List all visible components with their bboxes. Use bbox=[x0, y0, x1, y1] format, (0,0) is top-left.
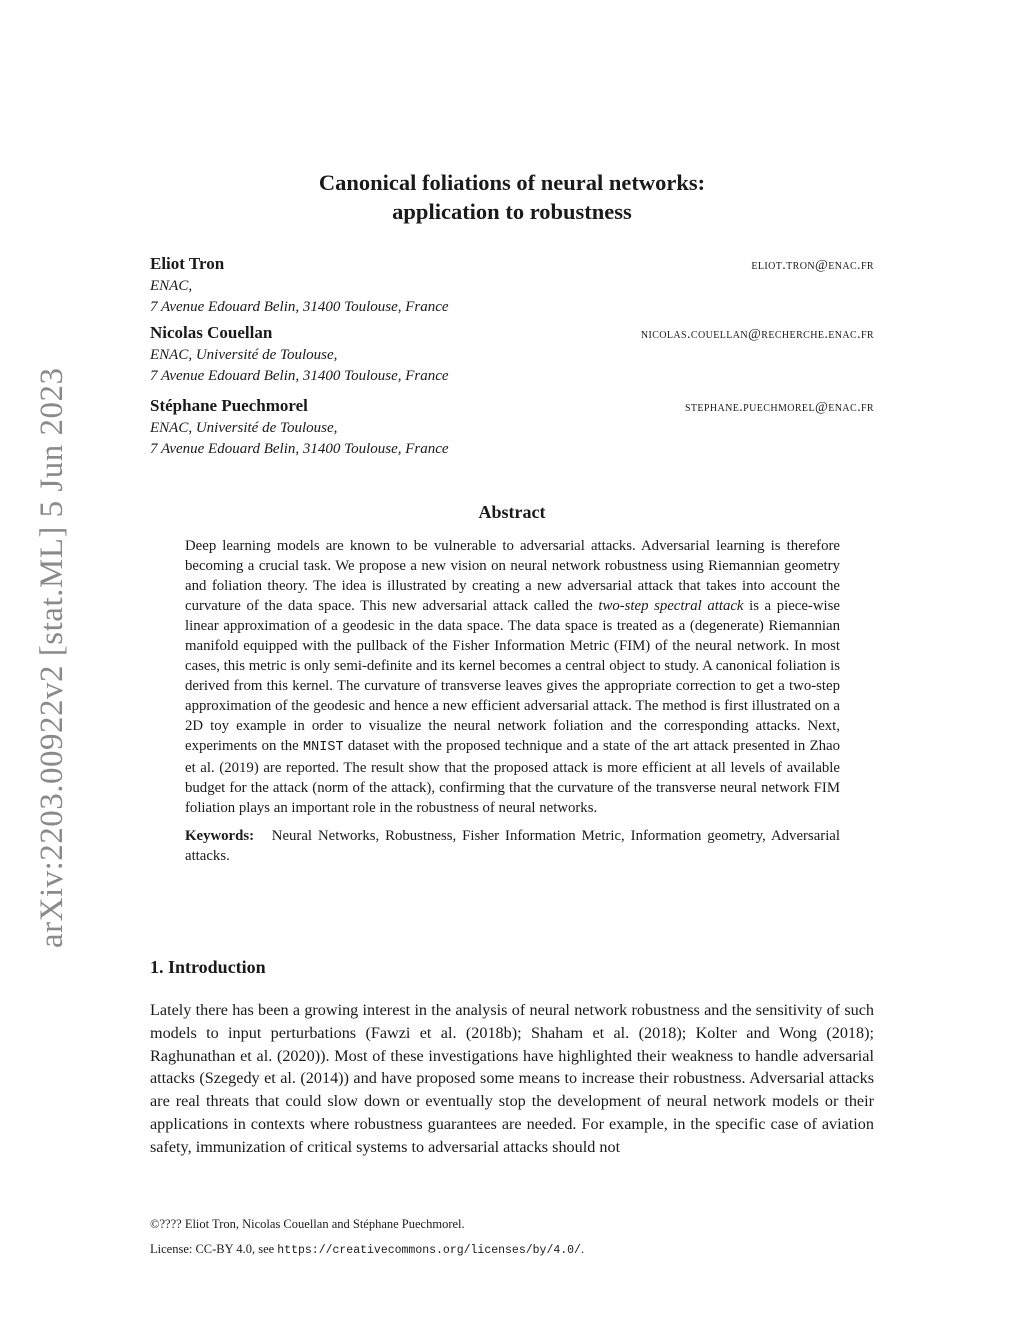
author-affiliation: ENAC, Université de Toulouse, bbox=[150, 347, 338, 363]
keywords-label: Keywords: bbox=[185, 828, 255, 844]
license-link[interactable]: https://creativecommons.org/licenses/by/4.0/ bbox=[277, 1244, 581, 1257]
introduction-paragraph: Lately there has been a growing interest in the analysis of neural network robustness and the sensitivity of such models to input perturbations (Fawzi et al. (2018b); Shaham et al. (2018); Kolter and Wong (2018); Raghunathan et al. (2020)). Most of these investigations have highlighted their weakness to handle adversarial attacks (Szegedy et al. (2014)) and have proposed some means to increase their robustness. Adversarial attacks are real threats that could slow down or eventually stop the development of neural network models or their applications in contexts where robustness guarantees are needed. For example, in the specific case of aviation safety, immunization of critical systems to adversarial attacks should not bbox=[150, 1001, 874, 1156]
author-block-3 bbox=[150, 396, 874, 460]
author-name: Nicolas Couellan bbox=[150, 323, 273, 342]
paper-title bbox=[150, 168, 874, 226]
keywords bbox=[185, 826, 840, 866]
abstract-heading: Abstract bbox=[478, 502, 546, 522]
author-block-2 bbox=[150, 323, 874, 387]
abstract-emphasis: two-step spectral attack bbox=[598, 598, 744, 614]
license-prefix: License: CC-BY 4.0, see bbox=[150, 1242, 278, 1256]
license-notice bbox=[150, 1237, 874, 1263]
arxiv-identifier: arXiv:2203.00922v2 [stat.ML] 5 Jun 2023 bbox=[34, 367, 70, 948]
keywords-list: Neural Networks, Robustness, Fisher Information Metric, Information geometry, Adversarial attacks. bbox=[185, 828, 840, 864]
author-affiliation: ENAC, bbox=[150, 278, 193, 294]
author-address: 7 Avenue Edouard Belin, 31400 Toulouse, France bbox=[150, 368, 449, 384]
author-email[interactable]: eliot.tron@enac.fr bbox=[751, 258, 874, 273]
footer bbox=[150, 1212, 874, 1263]
abstract-paragraph bbox=[185, 536, 840, 818]
abstract-text: Deep learning models are known to be vulnerable to adversarial attacks. Adversarial learning is therefore becoming a crucial task. We propose a new vision on neural network robustness using Riemannian geometry and foliation theory. The idea is illustrated by creating a new adversarial attack that takes into account the curvature of the data space. This new adversarial attack called the bbox=[185, 538, 840, 614]
copyright-notice: ©???? Eliot Tron, Nicolas Couellan and Stéphane Puechmorel. bbox=[150, 1217, 465, 1231]
author-affiliation: ENAC, Université de Toulouse, bbox=[150, 420, 338, 436]
dataset-name: MNIST bbox=[303, 740, 344, 755]
license-suffix: . bbox=[580, 1242, 585, 1256]
abstract-text: dataset with the proposed technique and a state of the art attack presented in Zhao et al. (2019) are reported. The result show that the proposed attack is more efficient at all levels of available budget for the attack (norm of the attack), confirming that the curvature of the transverse neural network FIM foliation plays an important role in the robustness of neural networks. bbox=[185, 738, 840, 816]
section-heading-introduction: 1. Introduction bbox=[150, 957, 266, 977]
abstract-text: is a piece-wise linear approximation of a geodesic in the data space. The data space is treated as a (degenerate) Riemannian manifold equipped with the pullback of the Fisher Information Metric (FIM) of the neural network. In most cases, this metric is only semi-definite and its kernel becomes a central object to study. A canonical foliation is derived from this kernel. The curvature of transverse leaves gives the appropriate correction to get a two-step approximation of the geodesic and hence a new efficient adversarial attack. The method is first illustrated on a 2D toy example in order to visualize the neural network foliation and the corresponding attacks. Next, experiments on the bbox=[185, 598, 840, 754]
author-block-1 bbox=[150, 254, 874, 318]
introduction-text bbox=[150, 999, 874, 1159]
author-email[interactable]: stephane.puechmorel@enac.fr bbox=[684, 400, 874, 415]
author-name: Stéphane Puechmorel bbox=[150, 396, 308, 415]
author-name: Eliot Tron bbox=[150, 254, 225, 273]
author-address: 7 Avenue Edouard Belin, 31400 Toulouse, France bbox=[150, 299, 449, 315]
author-address: 7 Avenue Edouard Belin, 31400 Toulouse, France bbox=[150, 441, 449, 457]
abstract-body bbox=[185, 536, 840, 866]
author-email[interactable]: nicolas.couellan@recherche.enac.fr bbox=[640, 327, 874, 342]
title-line-2: application to robustness bbox=[392, 199, 632, 224]
title-line-1: Canonical foliations of neural networks: bbox=[318, 170, 706, 195]
